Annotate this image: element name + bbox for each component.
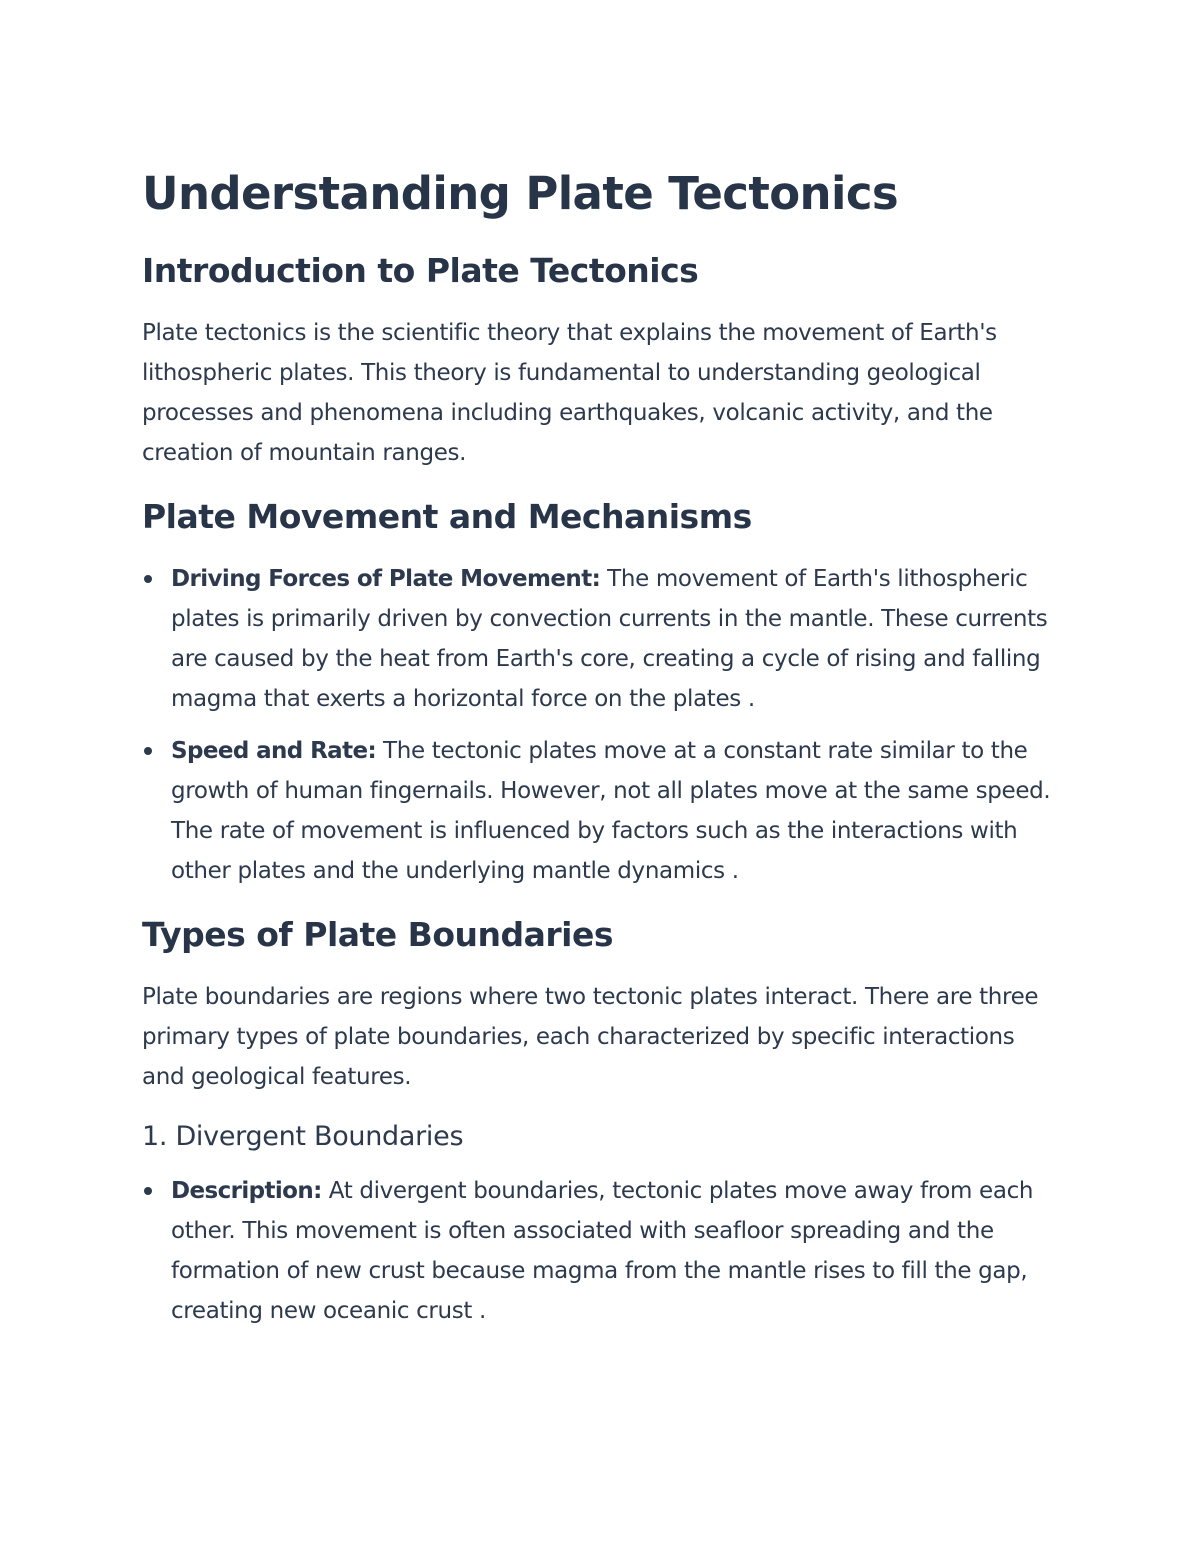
document-title: Understanding Plate Tectonics	[142, 167, 899, 220]
introduction-paragraph: Plate tectonics is the scientific theory that explains the movement of Earth's lithospheric plates. This theory is fundamental to understanding geological processes and phenomena including earthquakes, volcanic activity, and the creation of mountain ranges.	[142, 320, 997, 466]
plate-movement-list	[142, 559, 1062, 891]
list-item-text: The movement of Earth's lithospheric plates is primarily driven by convection currents in the mantle. These currents are caused by the heat from Earth's core, creating a cycle of rising and falling magma that exerts a horizontal force on the plates .	[171, 566, 1048, 712]
list-item-label: Speed and Rate:	[171, 738, 377, 764]
section-heading-plate-boundaries: Types of Plate Boundaries	[142, 915, 613, 954]
document-content	[142, 163, 1062, 1351]
list-item-label: Driving Forces of Plate Movement:	[171, 566, 601, 592]
list-item-driving-forces	[142, 559, 1062, 719]
bullet-icon	[144, 575, 152, 583]
list-item-speed-and-rate	[142, 731, 1062, 891]
list-item-text: At divergent boundaries, tectonic plates move away from each other. This movement is often associated with seafloor spreading and the formation of new crust because magma from the mantle rises to fill the gap, creating new oceanic crust .	[171, 1178, 1034, 1324]
list-item-description	[142, 1171, 1062, 1331]
bullet-icon	[144, 1187, 152, 1195]
section-heading-introduction: Introduction to Plate Tectonics	[142, 251, 699, 290]
divergent-boundaries-list	[142, 1171, 1062, 1331]
plate-boundaries-paragraph: Plate boundaries are regions where two tectonic plates interact. There are three primary types of plate boundaries, each characterized by specific interactions and geological features.	[142, 984, 1039, 1090]
list-item-text: The tectonic plates move at a constant rate similar to the growth of human fingernails. However, not all plates move at the same speed. The rate of movement is influenced by factors such as the interactions with other plates and the underlying mantle dynamics .	[171, 738, 1051, 884]
bullet-icon	[144, 747, 152, 755]
subsection-heading-divergent: 1. Divergent Boundaries	[142, 1121, 464, 1152]
section-heading-plate-movement: Plate Movement and Mechanisms	[142, 497, 752, 536]
list-item-label: Description:	[171, 1178, 322, 1204]
